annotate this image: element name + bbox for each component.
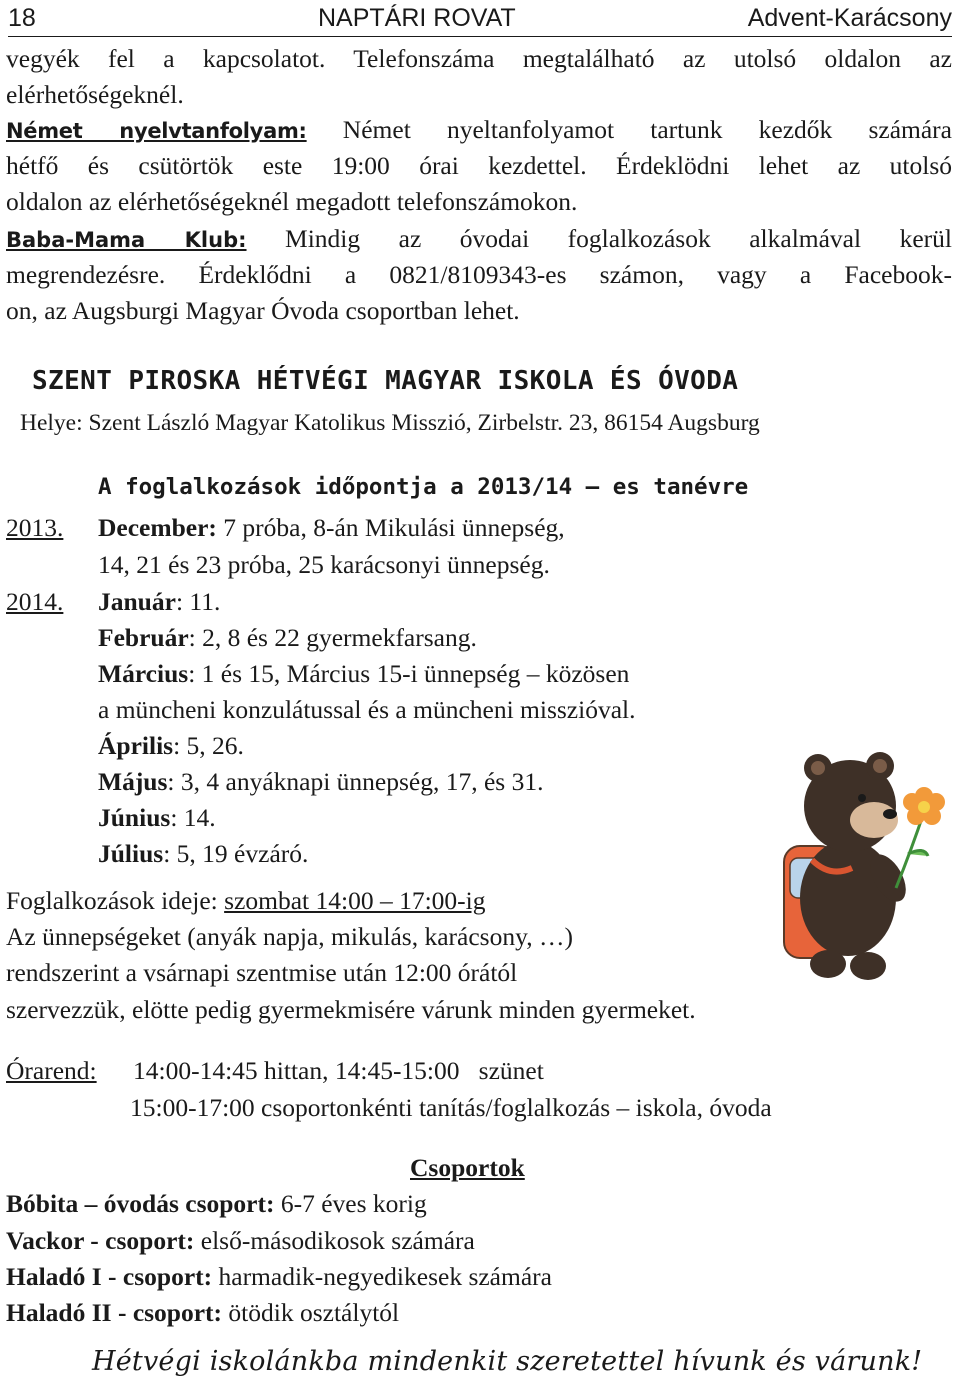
february-line: Február: 2, 8 és 22 gyermekfarsang. (98, 623, 477, 652)
schedule-title: A foglalkozások időpontja a 2013/14 – es tanévre (98, 474, 749, 500)
teddy-bear-with-flower-illustration (756, 728, 950, 986)
group-vackor: Vackor - csoport: első-másodikosok számára (6, 1226, 475, 1255)
baby-club-title: Baba-Mama Klub: (6, 228, 247, 252)
january-line: Január: 11. (98, 587, 221, 616)
december-line-2: 14, 21 és 23 próba, 25 karácsonyi ünnepség. (98, 550, 550, 579)
june-line: Június: 14. (98, 803, 216, 832)
german-course-line-1: Német nyelvtanfolyam: Német nyeltanfolyamot tartunk kezdők számára (6, 115, 952, 144)
page-number: 18 (8, 4, 36, 32)
year-2013: 2013. (6, 513, 64, 542)
december-line: December: 7 próba, 8-án Mikulási ünnepség, (98, 513, 565, 542)
german-course-line-2: hétfő és csütörtök este 19:00 órai kezdettel. Érdeklödni lehet az utolsó (6, 151, 952, 180)
intro-line-2: elérhetőségeknél. (6, 80, 184, 109)
march-line: Március: 1 és 15, Március 15-i ünnepség – közösen (98, 659, 630, 688)
year-2014: 2014. (6, 587, 64, 616)
time-info-time: szombat 14:00 – 17:00-ig (224, 886, 486, 915)
baby-club-line-3: on, az Augsburgi Magyar Óvoda csoportban lehet. (6, 296, 520, 325)
group-halado-2: Haladó II - csoport: ötödik osztálytól (6, 1298, 400, 1327)
page-header (8, 2, 952, 37)
section-title: NAPTÁRI ROVAT (318, 4, 516, 32)
timetable-line-1: 14:00-14:45 hittan, 14:45-15:00 szünet (133, 1056, 544, 1085)
time-info-line-1: Foglalkozások ideje: szombat 14:00 – 17:00-ig (6, 886, 486, 915)
may-line: Május: 3, 4 anyáknapi ünnepség, 17, és 31. (98, 767, 544, 796)
baby-club-line-1: Baba-Mama Klub: Mindig az óvodai foglalkozások alkalmával kerül (6, 224, 952, 253)
july-line: Július: 5, 19 évzáró. (98, 839, 309, 868)
group-bobita: Bóbita – óvodás csoport: 6-7 éves korig (6, 1189, 427, 1218)
time-info-line-4: szervezzük, elötte pedig gyermekmisére várunk minden gyermeket. (6, 995, 696, 1024)
baby-club-line-2: megrendezésre. Érdeklődni a 0821/8109343-es számon, vagy a Facebook- (6, 260, 952, 289)
school-title: SZENT PIROSKA HÉTVÉGI MAGYAR ISKOLA ÉS ÓVODA (32, 366, 739, 396)
closing-line: Hétvégi iskolánkba mindenkit szeretettel hívunk és várunk! (92, 1346, 923, 1377)
march-line-2: a müncheni konzulátussal és a müncheni misszióval. (98, 695, 636, 724)
intro-line-1: vegyék fel a kapcsolatot. Telefonszáma megtalálható az utolsó oldalon az (6, 44, 952, 73)
timetable-line-2: 15:00-17:00 csoportonkénti tanítás/foglalkozás – iskola, óvoda (130, 1093, 772, 1122)
timetable-label: Órarend: (6, 1056, 97, 1085)
school-location: Helye: Szent László Magyar Katolikus Misszió, Zirbelstr. 23, 86154 Augsburg (20, 410, 760, 436)
german-course-title: Német nyelvtanfolyam: (6, 119, 307, 143)
german-course-line-3: oldalon az elérhetőségeknél megadott telefonszámokon. (6, 187, 578, 216)
time-info-line-3: rendszerint a vsárnapi szentmise után 12:00 órától (6, 958, 518, 987)
groups-title: Csoportok (410, 1153, 525, 1182)
group-halado-1: Haladó I - csoport: harmadik-negyedikesek számára (6, 1262, 552, 1291)
topic-title: Advent-Karácsony (747, 4, 952, 32)
time-info-line-2: Az ünnepségeket (anyák napja, mikulás, karácsony, …) (6, 922, 573, 951)
april-line: Április: 5, 26. (98, 731, 244, 760)
